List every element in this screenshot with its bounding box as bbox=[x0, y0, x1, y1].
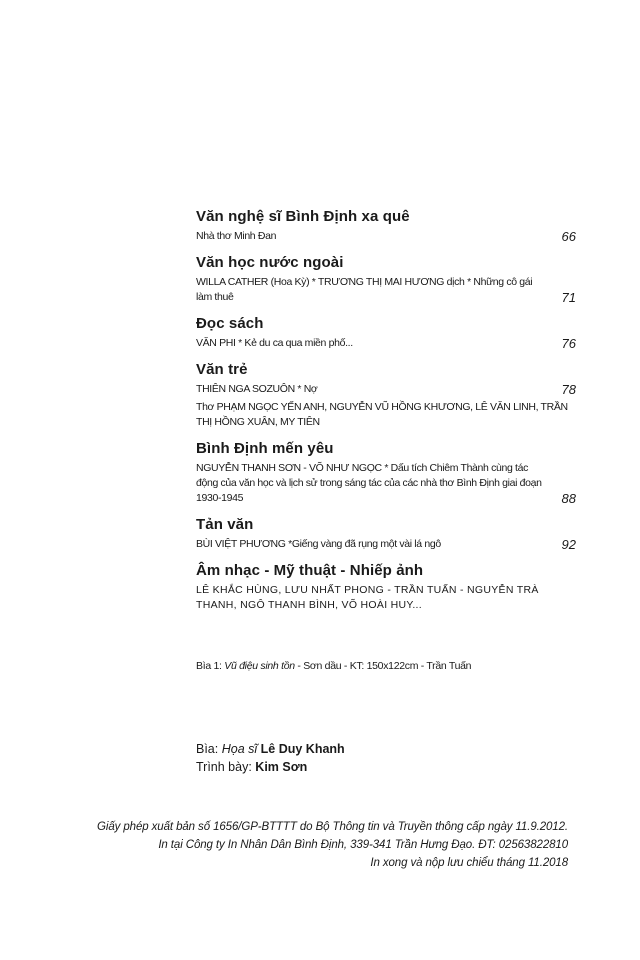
entry-note: Thơ PHẠM NGỌC YẾN ANH, NGUYỄN VŨ HỒNG KHƯƠNG, LÊ VĂN LINH, TRẦN THỊ HỒNG XUÂN, MY TIÊN bbox=[196, 401, 568, 428]
section-title: Tản văn bbox=[196, 516, 254, 533]
caption-artwork: Vũ điệu sinh tồn bbox=[224, 660, 295, 672]
section-title: Văn nghệ sĩ Bình Định xa quê bbox=[196, 208, 410, 225]
toc-entry bbox=[196, 382, 576, 397]
cover-role: Họa sĩ bbox=[221, 742, 258, 756]
entry-text: BÙI VIỆT PHƯƠNG *Giếng vàng đã rụng một vài lá ngô bbox=[196, 538, 441, 550]
toc-section bbox=[196, 208, 576, 244]
toc-entry bbox=[196, 461, 576, 506]
toc-entry bbox=[196, 275, 576, 305]
toc-section bbox=[196, 315, 576, 351]
toc-section bbox=[196, 562, 576, 613]
imprint-deposit: In xong và nộp lưu chiểu tháng 11.2018 bbox=[370, 857, 568, 869]
toc-entry bbox=[196, 336, 576, 351]
entry-text: THIÊN NGA SOZUÔN * Nợ bbox=[196, 383, 318, 395]
entry-text: NGUYỄN THANH SƠN - VÕ NHƯ NGỌC * Dấu tích Chiêm Thành cùng tác động của văn học và lịch sử trong sáng tác của các nhà thơ Bình Định giai đoạn 1930-1945 bbox=[196, 462, 542, 504]
toc-section bbox=[196, 440, 576, 506]
page-number: 78 bbox=[561, 382, 576, 397]
entry-text: Nhà thơ Minh Đan bbox=[196, 230, 277, 242]
toc-section bbox=[196, 254, 576, 305]
cover-artist-name: Lê Duy Khanh bbox=[260, 742, 345, 756]
section-title: Đọc sách bbox=[196, 315, 264, 332]
entry-text: VĂN PHI * Kẻ du ca qua miền phố... bbox=[196, 337, 353, 349]
publication-imprint bbox=[97, 818, 568, 872]
cover-caption bbox=[196, 660, 471, 672]
layout-label: Trình bày: bbox=[196, 760, 256, 774]
imprint-printer: In tại Công ty In Nhân Dân Bình Định, 339-341 Trần Hưng Đạo. ĐT: 02563822810 bbox=[158, 839, 568, 851]
page-number: 66 bbox=[561, 229, 576, 244]
toc-entry bbox=[196, 537, 576, 552]
toc-section bbox=[196, 361, 576, 430]
toc-section bbox=[196, 516, 576, 552]
table-of-contents bbox=[196, 208, 576, 623]
caption-prefix: Bìa 1: bbox=[196, 660, 225, 672]
page-number: 71 bbox=[561, 290, 576, 305]
page-number: 92 bbox=[561, 537, 576, 552]
section-title: Văn học nước ngoài bbox=[196, 254, 344, 271]
caption-details: - Sơn dầu - KT: 150x122cm - Trần Tuấn bbox=[294, 660, 472, 672]
cover-label: Bìa: bbox=[196, 742, 222, 756]
entry-note: LÊ KHẮC HÙNG, LƯU NHẤT PHONG - TRẦN TUẤN - NGUYỄN TRÀ THANH, NGÔ THANH BÌNH, VÕ HOÀI HUY... bbox=[196, 584, 539, 611]
page-number: 88 bbox=[561, 491, 576, 506]
layout-designer-name: Kim Sơn bbox=[255, 760, 308, 774]
credits bbox=[196, 740, 345, 776]
page-number: 76 bbox=[561, 336, 576, 351]
layout-credit bbox=[196, 758, 345, 776]
entry-text: WILLA CATHER (Hoa Kỳ) * TRƯƠNG THỊ MAI HƯƠNG dịch * Những cô gái làm thuê bbox=[196, 276, 533, 303]
imprint-license: Giấy phép xuất bản số 1656/GP-BTTTT do Bộ Thông tin và Truyền thông cấp ngày 11.9.2012. bbox=[97, 821, 568, 833]
toc-entry bbox=[196, 229, 576, 244]
section-title: Bình Định mến yêu bbox=[196, 440, 334, 457]
section-title: Văn trẻ bbox=[196, 361, 248, 378]
section-title: Âm nhạc - Mỹ thuật - Nhiếp ảnh bbox=[196, 562, 424, 579]
cover-credit bbox=[196, 740, 345, 758]
